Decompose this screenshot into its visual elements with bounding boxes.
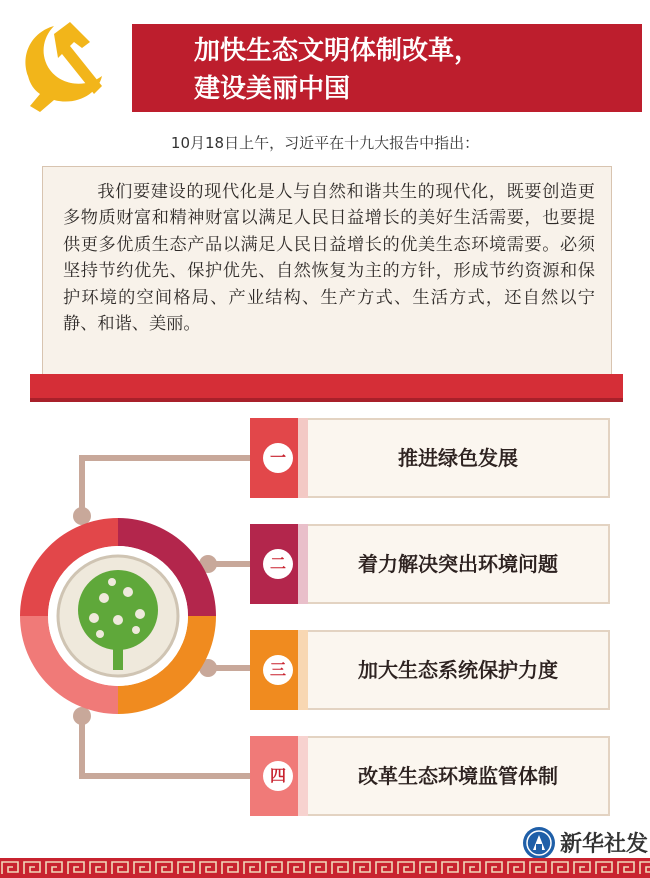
item-2-number: 二	[263, 549, 293, 579]
connector-4	[82, 720, 250, 776]
connector-1-dot	[73, 507, 91, 525]
item-4-number: 四	[263, 761, 293, 791]
item-1-number: 一	[263, 443, 293, 473]
item-4	[250, 736, 610, 816]
item-1-label: 推进绿色发展	[398, 446, 518, 470]
ring	[20, 518, 216, 714]
item-3	[250, 630, 610, 710]
connector-1	[82, 458, 250, 510]
item-3-label: 加大生态系统保护力度	[358, 658, 558, 682]
title-line-1: 加快生态文明体制改革，	[194, 36, 481, 66]
party-emblem-icon	[10, 14, 122, 114]
item-2-label: 着力解决突出环境问题	[358, 552, 558, 576]
item-1	[250, 418, 610, 498]
footer-pattern	[0, 858, 650, 878]
agency-credit: 新华社发	[560, 832, 649, 857]
quote-box: 我们要建设的现代化是人与自然和谐共生的现代化，既要创造更多物质财富和精神财富以满足人民日益增长的美好生活需要，也要提供更多优质生态产品以满足人民日益增长的优美生态环境需要。必须坚持节约优先、保护优先、自然恢复为主的方针，形成节约资源和保护环境的空间格局、产业结构、生产方式、生活方式，还自然以宁静、和谐、美丽。	[42, 166, 612, 377]
quote-bar	[30, 374, 623, 398]
title-line-2: 建设美丽中国	[194, 74, 351, 104]
xinhua-logo-icon	[522, 826, 556, 860]
item-3-number: 三	[263, 655, 293, 685]
intro-text: 10月18日上午，习近平在十九大报告中指出：	[170, 134, 480, 152]
title-banner	[132, 24, 642, 112]
connector-diagram	[0, 400, 260, 820]
item-2	[250, 524, 610, 604]
connector-4-dot	[73, 707, 91, 725]
item-4-label: 改革生态环境监管体制	[358, 764, 558, 788]
